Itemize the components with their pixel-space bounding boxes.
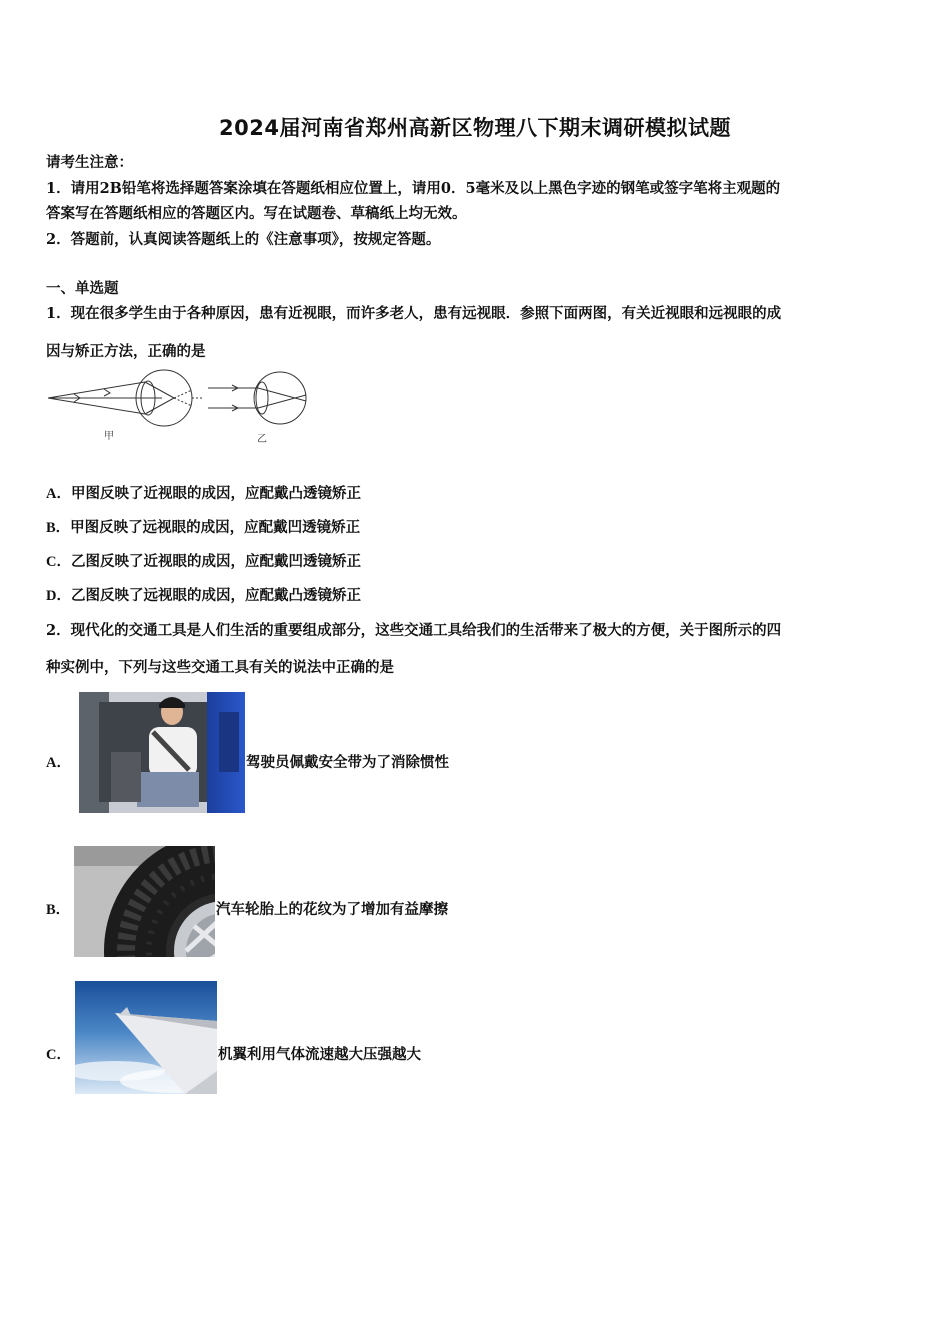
eye-diagram-yi <box>208 372 306 424</box>
option-text: 乙图反映了远视眼的成因，应配戴凸透镜矫正 <box>70 587 361 604</box>
question-1-line-2: 因与矫正方法，正确的是 <box>46 343 206 360</box>
option-letter: A． <box>46 486 71 502</box>
notice-item-1-line-1: 1．请用2B铅笔将选择题答案涂填在答题纸相应位置上，请用0．5毫米及以上黑色字迹的钢笔或签字笔将主观题的 <box>46 180 781 197</box>
option-letter: D． <box>46 588 71 604</box>
eye-diagram-jia <box>48 370 202 426</box>
notice-heading: 请考生注意： <box>46 154 133 171</box>
q2-option-b-text: 汽车轮胎上的花纹为了增加有益摩擦 <box>216 901 448 918</box>
wing-photo <box>75 981 217 1094</box>
notice-item-1-line-2: 答案写在答题纸相应的答题区内。写在试题卷、草稿纸上均无效。 <box>46 205 467 222</box>
option-text: 甲图反映了远视眼的成因，应配戴凹透镜矫正 <box>70 519 361 536</box>
q1-option-d <box>46 584 361 605</box>
question-2-line-1: 2．现代化的交通工具是人们生活的重要组成部分，这些交通工具给我们的生活带来了极大的方便，关于图所示的四 <box>46 622 782 639</box>
figure-label-yi: 乙 <box>257 434 267 445</box>
question-2-line-2: 种实例中，下列与这些交通工具有关的说法中正确的是 <box>46 659 394 676</box>
q1-option-a <box>46 482 361 503</box>
notice-item-2: 2．答题前，认真阅读答题纸上的《注意事项》，按规定答题。 <box>46 231 441 248</box>
tire-photo <box>74 846 215 957</box>
option-text: 乙图反映了近视眼的成因，应配戴凹透镜矫正 <box>70 553 361 570</box>
option-text: 甲图反映了近视眼的成因，应配戴凸透镜矫正 <box>70 485 361 502</box>
q2-option-c-letter: C． <box>46 1047 71 1063</box>
page-title: 2024届河南省郑州高新区物理八下期末调研模拟试题 <box>219 116 731 140</box>
question-1-line-1: 1．现在很多学生由于各种原因，患有近视眼，而许多老人，患有远视眼．参照下面两图，有关近视眼和远视眼的成 <box>46 305 782 322</box>
q2-option-a-text: 驾驶员佩戴安全带为了消除惯性 <box>246 754 449 771</box>
q1-option-b <box>46 516 360 537</box>
q1-option-c <box>46 550 361 571</box>
q2-option-a-letter: A． <box>46 755 71 771</box>
eye-diagrams-figure <box>44 368 314 448</box>
q2-option-c-text: 机翼利用气体流速越大压强越大 <box>218 1046 421 1063</box>
option-letter: C． <box>46 554 71 570</box>
section-heading: 一、单选题 <box>46 280 119 297</box>
figure-label-jia: 甲 <box>104 431 114 442</box>
option-letter: B． <box>46 520 71 536</box>
seatbelt-photo <box>79 692 245 813</box>
q2-option-b-letter: B． <box>46 902 71 918</box>
